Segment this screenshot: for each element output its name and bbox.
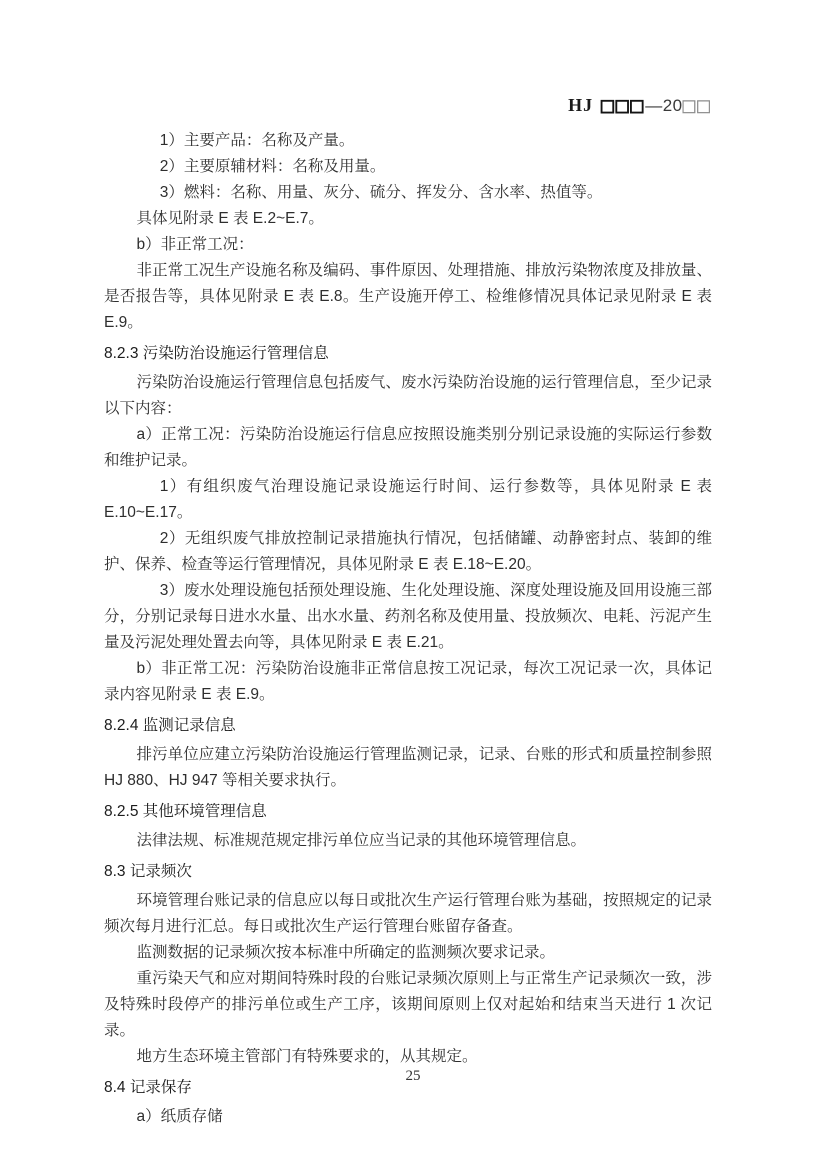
- paragraph-abnormal-detail: 非正常工况生产设施名称及编码、事件原因、处理措施、排放污染物浓度及排放量、是否报告等，具体见附录 E 表 E.8。生产设施开停工、检维修情况具体记录见附录 E 表 E.9。: [104, 262, 712, 331]
- heading-8-3: 8.3 记录频次: [104, 863, 192, 880]
- paragraph-8-2-3-intro: 污染防治设施运行管理信息包括废气、废水污染防治设施的运行管理信息，至少记录以下内容：: [104, 374, 712, 417]
- heading-8-2-5: 8.2.5 其他环境管理信息: [104, 803, 267, 820]
- year-prefix-label: —20: [645, 96, 683, 115]
- list-item-1-organized-gas: 1）有组织废气治理设施记录设施运行时间、运行参数等，具体见附录 E 表 E.10~E.17。: [104, 478, 712, 521]
- paragraph-8-2-5-body: 法律法规、标准规范规定排污单位应当记录的其他环境管理信息。: [136, 832, 587, 849]
- paragraph-8-3-p1: 环境管理台账记录的信息应以每日或批次生产运行管理台账为基础，按照规定的记录频次每月进行汇总。每日或批次生产运行管理台账留存备查。: [104, 892, 712, 935]
- list-item-a-paper-storage: a）纸质存储: [136, 1108, 223, 1125]
- heading-8-2-4: 8.2.4 监测记录信息: [104, 717, 236, 734]
- standard-prefix-label: HJ: [568, 95, 594, 115]
- heading-8-2-3: 8.2.3 污染防治设施运行管理信息: [104, 345, 329, 362]
- redacted-number-boxes-icon: □□□: [601, 95, 646, 118]
- heading-8-4: 8.4 记录保存: [104, 1079, 192, 1096]
- list-item-b-abnormal: b）非正常工况：: [136, 236, 254, 253]
- redacted-year-boxes-icon: □□: [682, 95, 712, 118]
- document-body: [104, 128, 712, 1130]
- paragraph-8-2-4-body: 排污单位应建立污染防治设施运行管理监测记录，记录、台账的形式和质量控制参照 HJ 880、HJ 947 等相关要求执行。: [104, 746, 712, 789]
- list-item-2-materials: 2）主要原辅材料：名称及用量。: [159, 158, 386, 175]
- standard-number-header: [104, 94, 712, 118]
- paragraph-appendix-ref: 具体见附录 E 表 E.2~E.7。: [136, 210, 324, 227]
- list-item-1-products: 1）主要产品：名称及产量。: [159, 132, 355, 149]
- list-item-3-wastewater: 3）废水处理设施包括预处理设施、生化处理设施、深度处理设施及回用设施三部分，分别记录每日进水水量、出水水量、药剂名称及使用量、投放频次、电耗、污泥产生量及污泥处理处置去向等，具体见附录 E 表 E.21。: [104, 582, 712, 651]
- list-item-3-fuel: 3）燃料：名称、用量、灰分、硫分、挥发分、含水率、热值等。: [159, 184, 603, 201]
- page-number: 25: [405, 1068, 421, 1084]
- paragraph-8-3-p4: 地方生态环境主管部门有特殊要求的，从其规定。: [136, 1048, 478, 1065]
- paragraph-8-3-p3: 重污染天气和应对期间特殊时段的台账记录频次原则上与正常生产记录频次一致，涉及特殊时段停产的排污单位或生产工序，该期间原则上仅对起始和结束当天进行 1 次记录。: [104, 970, 712, 1039]
- paragraph-8-3-p2: 监测数据的记录频次按本标准中所确定的监测频次要求记录。: [136, 944, 556, 961]
- list-item-a-normal: a）正常工况：污染防治设施运行信息应按照设施类别分别记录设施的实际运行参数和维护记录。: [104, 426, 712, 469]
- list-item-b-abnormal-2: b）非正常工况：污染防治设施非正常信息按工况记录，每次工况记录一次，具体记录内容见附录 E 表 E.9。: [104, 660, 712, 703]
- list-item-2-fugitive-gas: 2）无组织废气排放控制记录措施执行情况，包括储罐、动静密封点、装卸的维护、保养、检查等运行管理情况，具体见附录 E 表 E.18~E.20。: [104, 530, 712, 573]
